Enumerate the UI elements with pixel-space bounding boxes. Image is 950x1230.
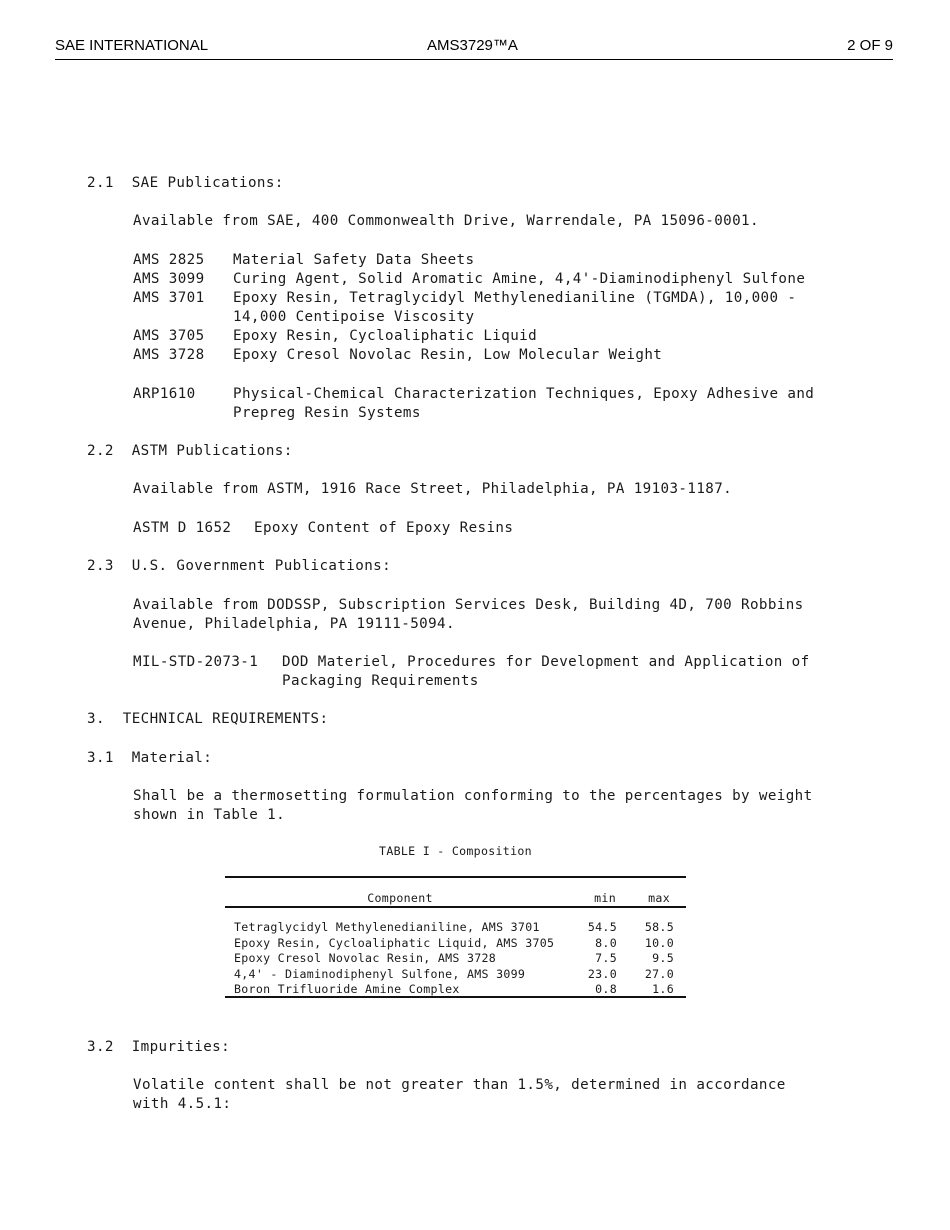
table-header-min: min (594, 891, 616, 905)
ref-title-continued: Prepreg Resin Systems (233, 405, 421, 421)
ref-code: AMS 3728 (133, 347, 205, 363)
table-caption: TABLE I - Composition (379, 844, 532, 858)
ref-title-continued: Packaging Requirements (282, 673, 479, 689)
table-cell-min: 23.0 (587, 966, 617, 981)
ref-title: Epoxy Resin, Cycloaliphatic Liquid (233, 328, 538, 344)
header-doc-number: AMS3729™A (427, 37, 518, 54)
ref-title: Epoxy Cresol Novolac Resin, Low Molecular Weight (233, 347, 663, 363)
ref-title: Material Safety Data Sheets (233, 252, 475, 268)
table-header-max: max (648, 891, 670, 905)
header-page-number: 2 OF 9 (847, 37, 893, 54)
ref-code: ARP1610 (133, 386, 196, 402)
table-cell-min: 0.8 (595, 982, 617, 996)
section-3-2-body: Volatile content shall be not greater than 1.5%, determined in accordance (133, 1077, 786, 1093)
table-cell-component: Boron Trifluoride Amine Complex (234, 982, 460, 996)
ref-title: Epoxy Resin, Tetraglycidyl Methylenedianiline (TGMDA), 10,000 - (233, 290, 797, 306)
table-cell-min: 54.5 (587, 920, 617, 934)
table-cell-max: 27.0 (644, 966, 674, 981)
section-3-1-body: Shall be a thermosetting formulation conforming to the percentages by weight (133, 788, 813, 804)
section-3-2-heading: 3.2 Impurities: (87, 1039, 231, 1055)
section-2-3-availability: Available from DODSSP, Subscription Services Desk, Building 4D, 700 Robbins (133, 597, 804, 613)
ref-title: Curing Agent, Solid Aromatic Amine, 4,4'-Diaminodiphenyl Sulfone (233, 271, 806, 287)
table-cell-max: 1.6 (652, 982, 674, 996)
table-cell-min: 8.0 (595, 935, 617, 950)
ref-title: Epoxy Content of Epoxy Resins (254, 520, 514, 536)
header-org: SAE INTERNATIONAL (55, 37, 209, 54)
table-cell-component: 4,4' - Diaminodiphenyl Sulfone, AMS 3099 (234, 966, 526, 981)
section-2-2-heading: 2.2 ASTM Publications: (87, 443, 293, 459)
section-2-2-availability: Available from ASTM, 1916 Race Street, Philadelphia, PA 19103-1187. (133, 481, 733, 497)
table-cell-max: 9.5 (652, 951, 674, 965)
table-cell-component: Epoxy Resin, Cycloaliphatic Liquid, AMS 3705 (234, 935, 555, 950)
table-header-rule (225, 906, 686, 908)
table-cell-max: 58.5 (644, 920, 674, 934)
ref-title-continued: 14,000 Centipoise Viscosity (233, 309, 475, 325)
table-top-rule (225, 876, 686, 878)
section-3-2-body-continued: with 4.5.1: (133, 1096, 232, 1112)
ref-code: AMS 3099 (133, 271, 205, 287)
table-cell-component: Epoxy Cresol Novolac Resin, AMS 3728 (234, 951, 497, 965)
section-3-1-body-continued: shown in Table 1. (133, 807, 286, 823)
table-bottom-rule (225, 996, 686, 998)
section-2-1-heading: 2.1 SAE Publications: (87, 175, 284, 191)
ref-code: ASTM D 1652 (133, 520, 232, 536)
table-cell-max: 10.0 (644, 935, 674, 950)
table-cell-component: Tetraglycidyl Methylenedianiline, AMS 3701 (234, 920, 540, 934)
table-header-component: Component (367, 891, 433, 905)
ref-code: MIL-STD-2073-1 (133, 654, 259, 670)
table-cell-min: 7.5 (595, 951, 617, 965)
section-2-3-heading: 2.3 U.S. Government Publications: (87, 558, 392, 574)
ref-code: AMS 2825 (133, 252, 205, 268)
section-3-heading: 3. TECHNICAL REQUIREMENTS: (87, 711, 329, 727)
ref-title: Physical-Chemical Characterization Techniques, Epoxy Adhesive and (233, 386, 815, 402)
section-2-1-availability: Available from SAE, 400 Commonwealth Drive, Warrendale, PA 15096-0001. (133, 213, 759, 229)
ref-title: DOD Materiel, Procedures for Development and Application of (282, 654, 810, 670)
section-3-1-heading: 3.1 Material: (87, 750, 213, 766)
ref-code: AMS 3705 (133, 328, 205, 344)
ref-code: AMS 3701 (133, 290, 205, 306)
section-2-3-availability-continued: Avenue, Philadelphia, PA 19111-5094. (133, 616, 455, 632)
